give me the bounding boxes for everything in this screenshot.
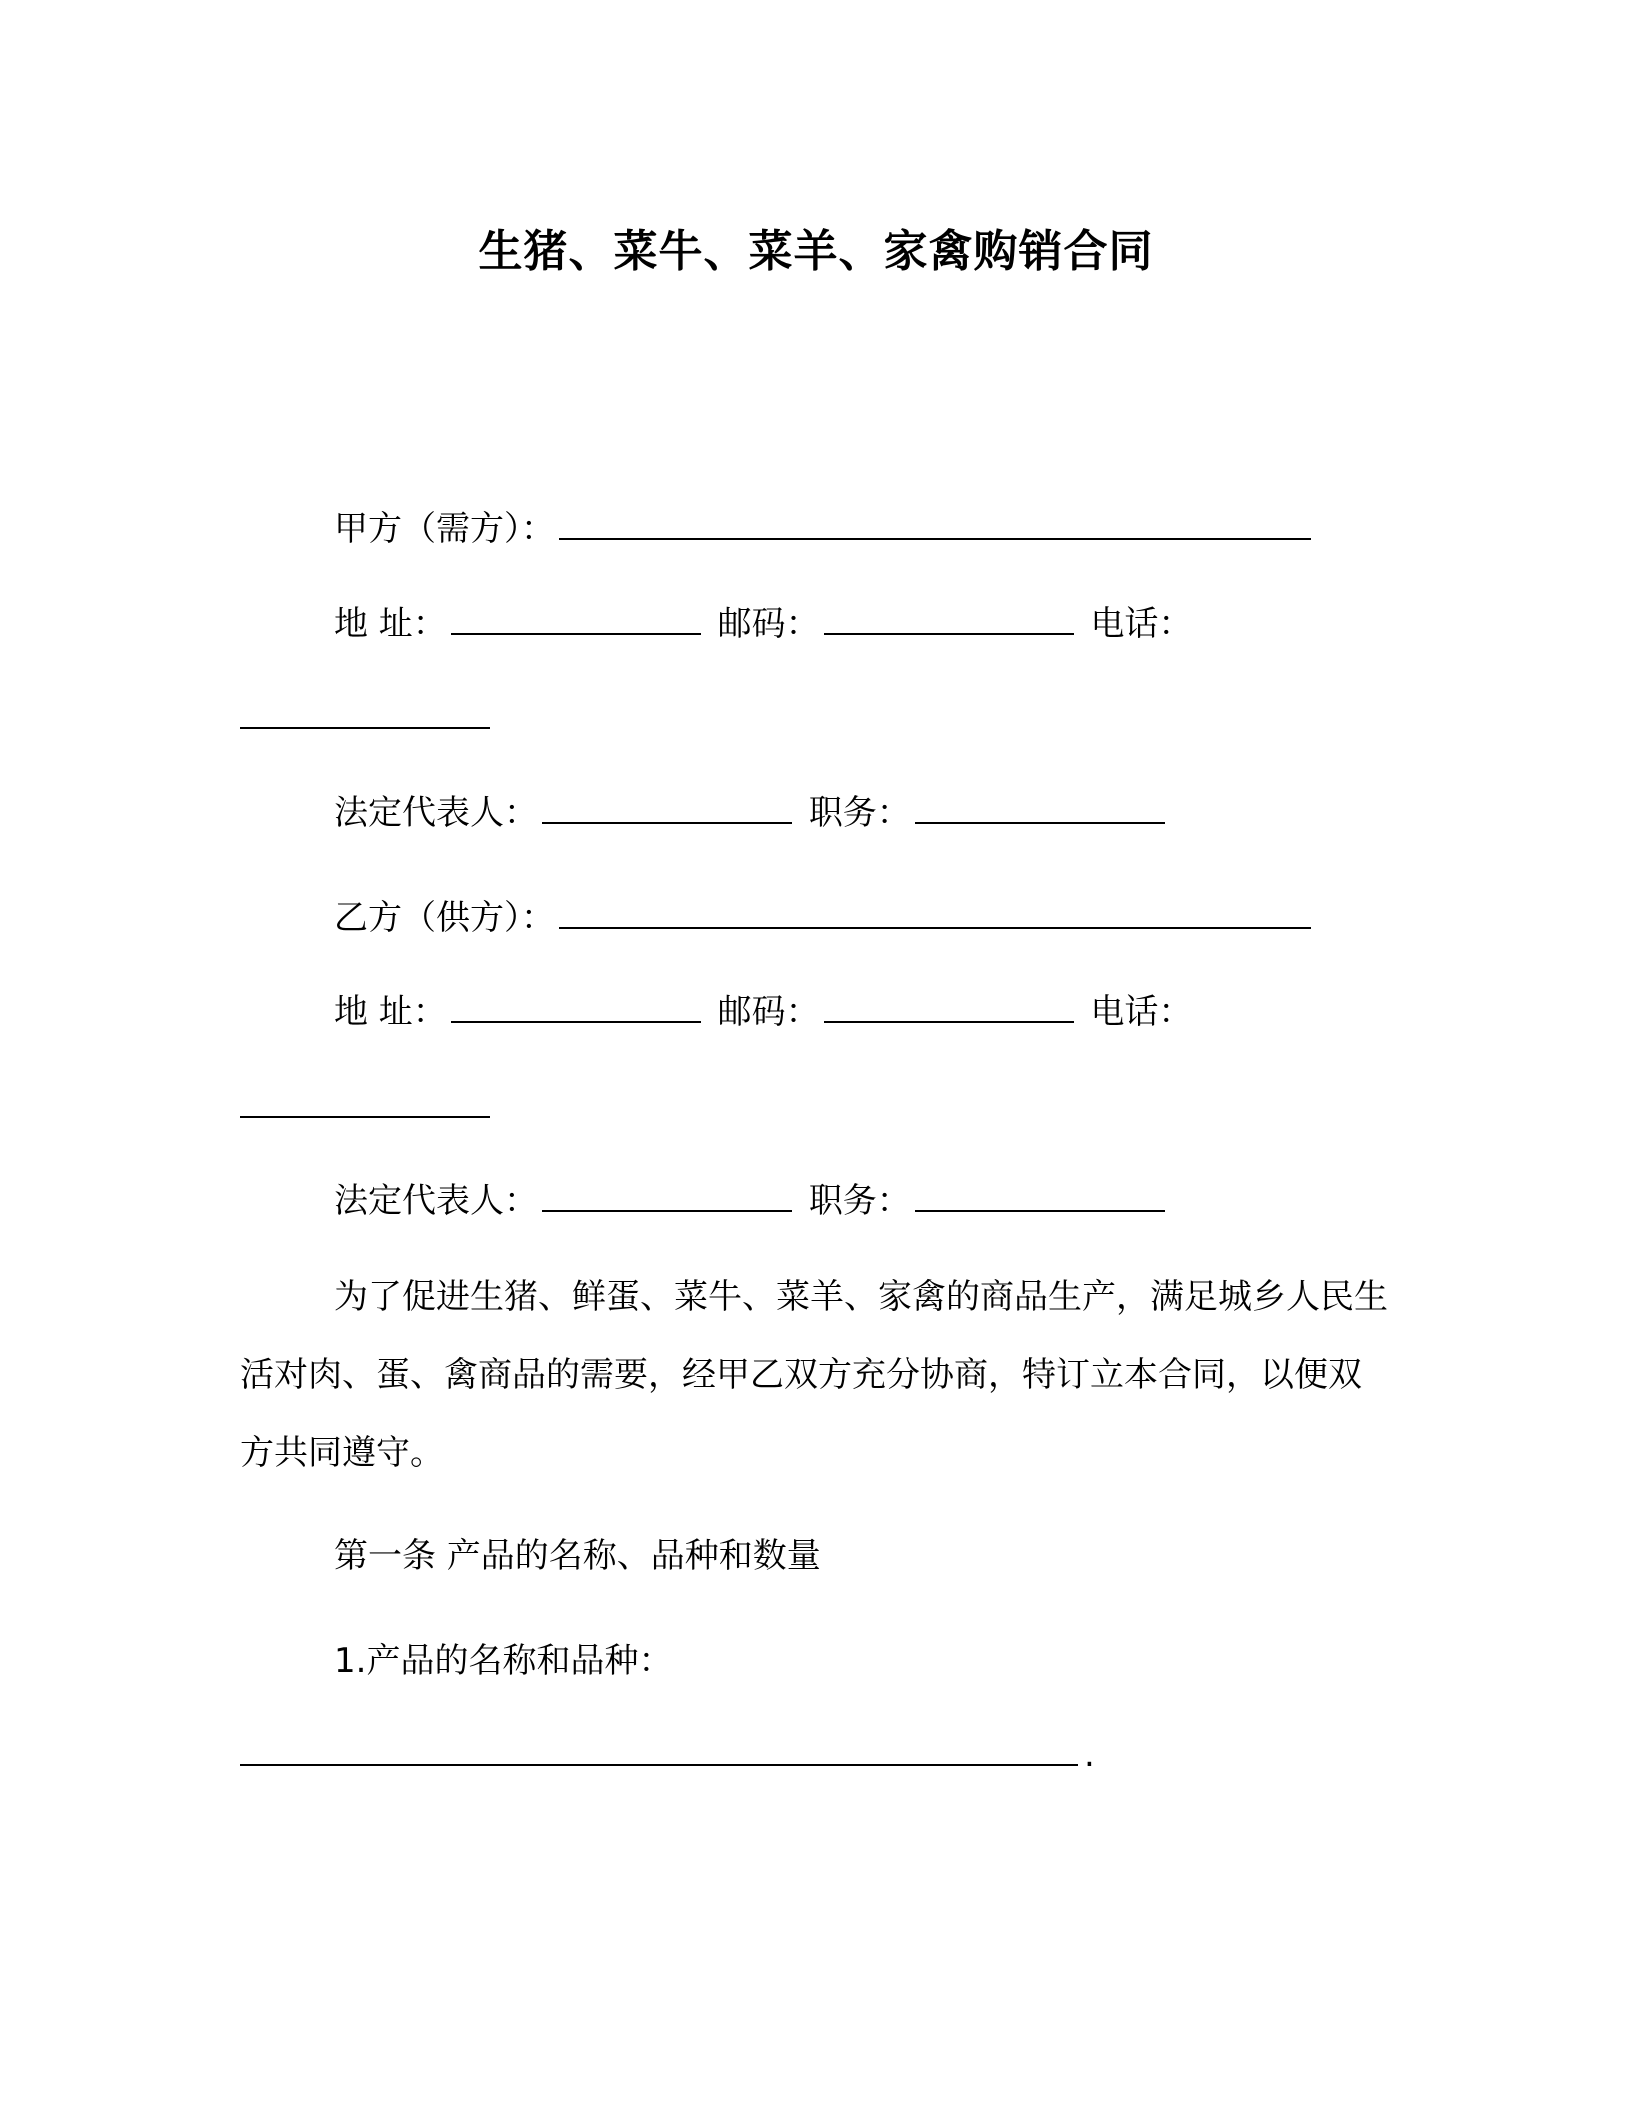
item-1-field[interactable] xyxy=(240,1732,1078,1766)
party-a-rep-label: 法定代表人： xyxy=(334,793,538,833)
item-1-line xyxy=(240,1731,1095,1779)
party-b-rep-label: 法定代表人： xyxy=(334,1181,538,1221)
party-b-line xyxy=(334,894,1317,942)
party-a-postcode-label: 邮码： xyxy=(717,604,820,644)
party-b-name-field[interactable] xyxy=(559,895,1311,929)
party-b-phone-field[interactable] xyxy=(240,1084,490,1118)
item-1-label: 1.产品的名称和品种： xyxy=(334,1641,673,1681)
party-a-postcode-field[interactable] xyxy=(824,601,1074,635)
party-b-label: 乙方（供方）： xyxy=(334,898,555,938)
party-b-address-line xyxy=(334,988,1192,1036)
party-b-phone-label: 电话： xyxy=(1090,992,1193,1032)
party-a-address-line xyxy=(334,600,1192,648)
party-b-phone-line xyxy=(240,1083,496,1131)
document-title: 生猪、菜牛、菜羊、家禽购销合同 xyxy=(478,226,1154,277)
party-a-position-label: 职务： xyxy=(808,793,911,833)
party-a-address-field[interactable] xyxy=(451,601,701,635)
party-b-rep-line xyxy=(334,1177,1171,1225)
party-b-position-field[interactable] xyxy=(915,1178,1165,1212)
party-a-label: 甲方（需方）： xyxy=(334,509,555,549)
party-a-rep-line xyxy=(334,789,1171,837)
party-b-address-field[interactable] xyxy=(451,989,701,1023)
party-b-position-label: 职务： xyxy=(808,1181,911,1221)
party-a-phone-line xyxy=(240,694,496,742)
preamble-text: 为了促进生猪、鲜蛋、菜牛、菜羊、家禽的商品生产，满足城乡人民生活对肉、蛋、禽商品的需要，经甲乙双方充分协商，特订立本合同，以便双方共同遵守。 xyxy=(240,1277,1388,1473)
preamble-paragraph xyxy=(240,1258,1390,1492)
party-a-phone-label: 电话： xyxy=(1090,604,1193,644)
party-a-phone-field[interactable] xyxy=(240,695,490,729)
party-a-position-field[interactable] xyxy=(915,790,1165,824)
party-a-name-field[interactable] xyxy=(559,506,1311,540)
party-b-rep-field[interactable] xyxy=(542,1178,792,1212)
party-b-postcode-field[interactable] xyxy=(824,989,1074,1023)
party-a-rep-field[interactable] xyxy=(542,790,792,824)
party-b-postcode-label: 邮码： xyxy=(717,992,820,1032)
party-a-address-label: 地 址： xyxy=(334,604,447,644)
item-1-tail: . xyxy=(1084,1735,1095,1775)
party-a-line xyxy=(334,505,1317,553)
article-1-heading: 第一条 产品的名称、品种和数量 xyxy=(334,1536,821,1576)
party-b-address-label: 地 址： xyxy=(334,992,447,1032)
